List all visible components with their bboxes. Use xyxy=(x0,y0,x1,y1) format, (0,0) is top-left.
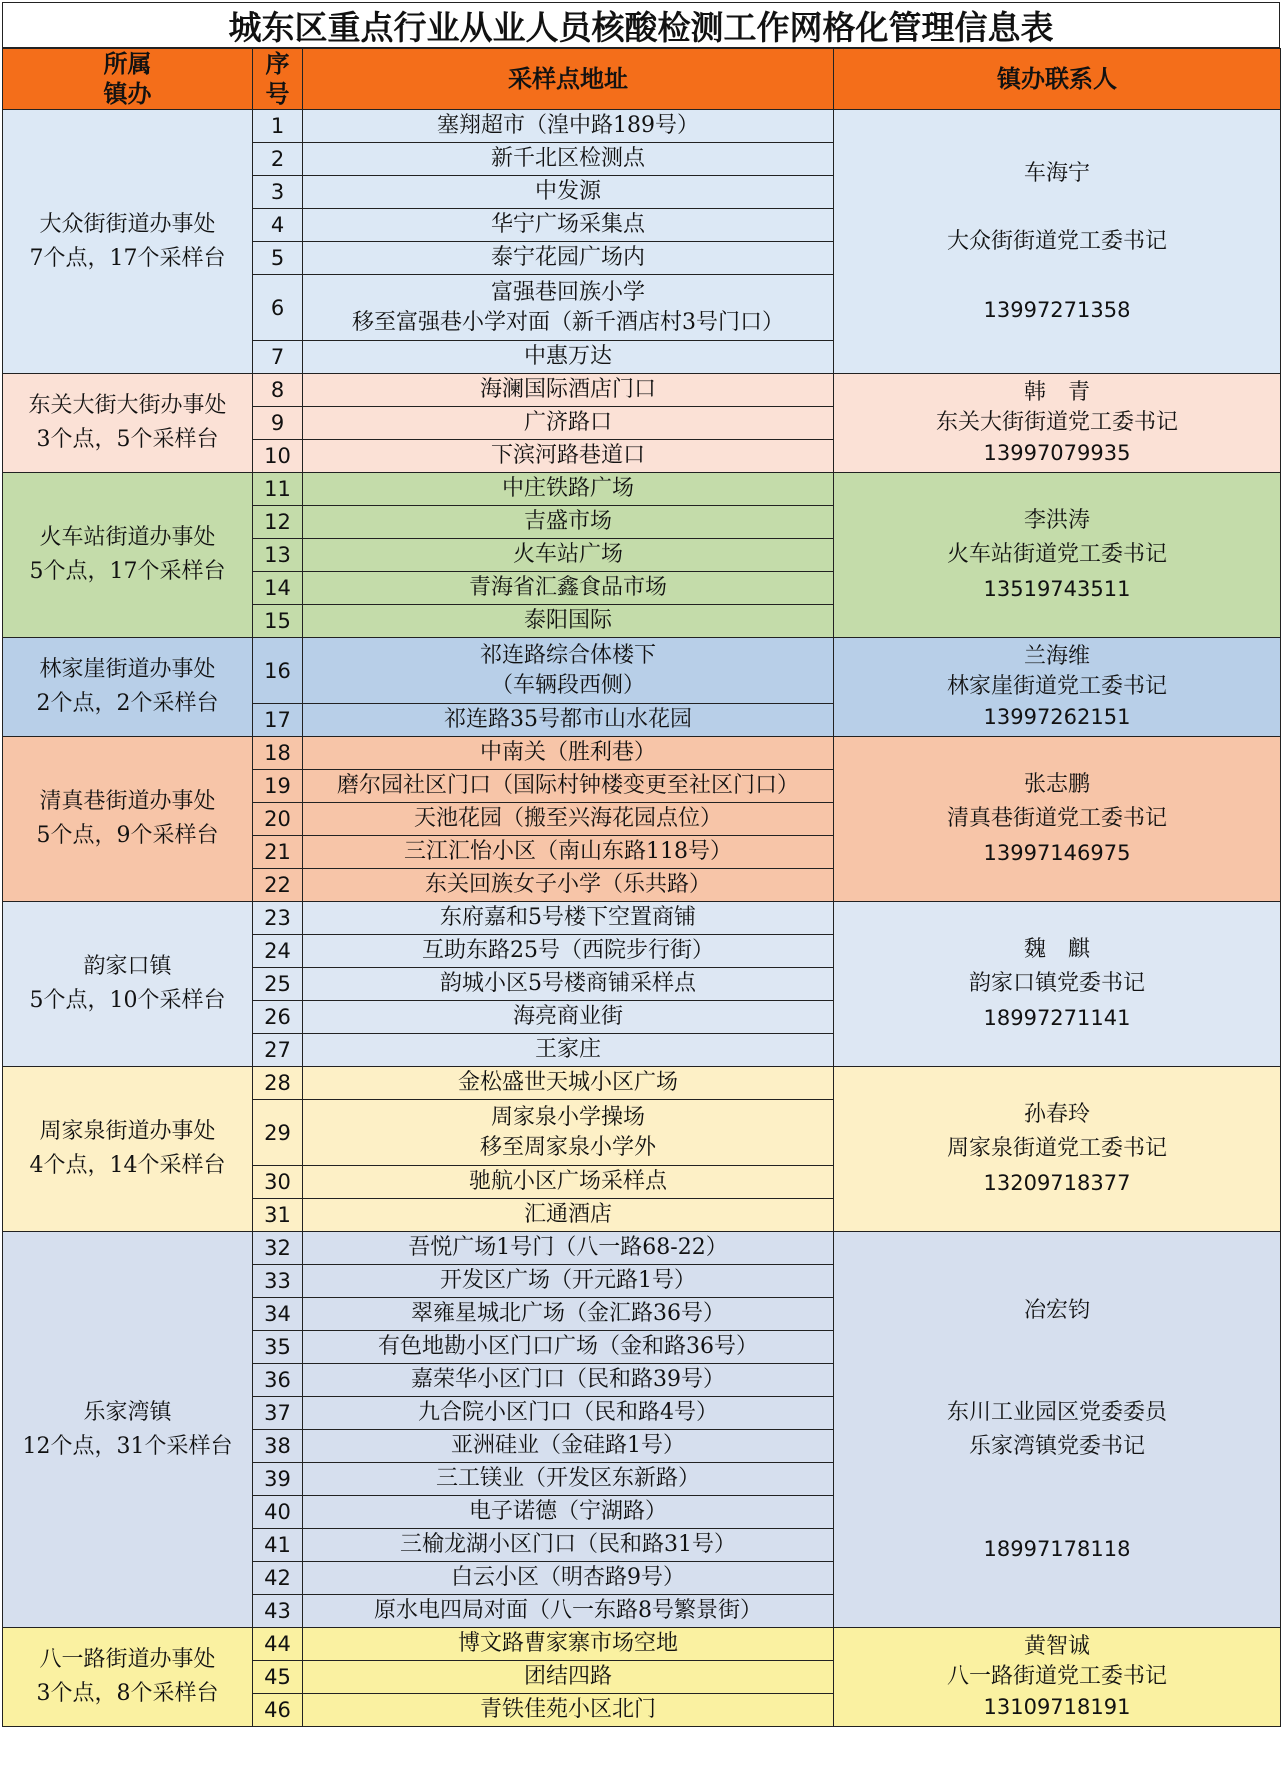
table-row: 12 吉盛市场 xyxy=(3,506,1281,539)
table-row: 13 火车站广场 xyxy=(3,539,1281,572)
page-title: 城东区重点行业从业人员核酸检测工作网格化管理信息表 xyxy=(2,2,1280,48)
district-cell: 韵家口镇 5个点，10个采样台 xyxy=(3,902,253,1067)
table-row: 9 广济路口 xyxy=(3,407,1281,440)
table-row: 41 三榆龙湖小区门口（民和路31号） xyxy=(3,1529,1281,1562)
table-row: 5 泰宁花园广场内 xyxy=(3,242,1281,275)
table-row: 15 泰阳国际 xyxy=(3,605,1281,638)
header-row xyxy=(3,49,1281,110)
table-row: 八一路街道办事处 3个点，8个采样台 44 博文路曹家寨市场空地 黄智诚 八一路街道党工委书记 13109718191 xyxy=(3,1628,1281,1661)
contact-cell: 张志鹏 清真巷街道党工委书记 13997146975 xyxy=(834,737,1281,902)
district-cell: 林家崖街道办事处 2个点，2个采样台 xyxy=(3,638,253,737)
table-row: 46 青铁佳苑小区北门 xyxy=(3,1694,1281,1727)
table-row: 大众街街道办事处 7个点，17个采样台 1 塞翔超市（湟中路189号） 车海宁 大众街街道党工委书记 13997271358 xyxy=(3,110,1281,143)
header-district: 所属 镇办 xyxy=(3,49,253,110)
table-row: 26 海亮商业街 xyxy=(3,1001,1281,1034)
contact-cell: 兰海维 林家崖街道党工委书记 13997262151 xyxy=(834,638,1281,737)
header-seq: 序 号 xyxy=(253,49,303,110)
district-cell: 东关大街大街办事处 3个点，5个采样台 xyxy=(3,374,253,473)
table-row: 17 祁连路35号都市山水花园 xyxy=(3,704,1281,737)
table-row: 29 周家泉小学操场 移至周家泉小学外 xyxy=(3,1100,1281,1166)
table-row: 7 中惠万达 xyxy=(3,341,1281,374)
info-sheet xyxy=(2,2,1280,1780)
table-row: 东关大街大街办事处 3个点，5个采样台 8 海澜国际酒店门口 韩 青 东关大街街道党工委书记 13997079935 xyxy=(3,374,1281,407)
district-cell: 火车站街道办事处 5个点，17个采样台 xyxy=(3,473,253,638)
table-row: 37 九合院小区门口（民和路4号） xyxy=(3,1397,1281,1430)
group-dazhongjie xyxy=(3,110,1281,374)
table-row: 20 天池花园（搬至兴海花园点位） xyxy=(3,803,1281,836)
contact-cell: 冶宏钧 东川工业园区党委委员 乐家湾镇党委书记 18997178118 xyxy=(834,1232,1281,1628)
table-row: 19 磨尔园社区门口（国际村钟楼变更至社区门口） xyxy=(3,770,1281,803)
contact-cell: 韩 青 东关大街街道党工委书记 13997079935 xyxy=(834,374,1281,473)
table-row: 火车站街道办事处 5个点，17个采样台 11 中庄铁路广场 李洪涛 火车站街道党工委书记 13519743511 xyxy=(3,473,1281,506)
table-row: 30 驰航小区广场采样点 xyxy=(3,1166,1281,1199)
table-row: 27 王家庄 xyxy=(3,1034,1281,1067)
district-cell: 清真巷街道办事处 5个点，9个采样台 xyxy=(3,737,253,902)
contact-cell: 孙春玲 周家泉街道党工委书记 13209718377 xyxy=(834,1067,1281,1232)
group-qingzhenxiang xyxy=(3,737,1281,902)
contact-cell: 魏 麒 韵家口镇党委书记 18997271141 xyxy=(834,902,1281,1067)
group-bayilu xyxy=(3,1628,1281,1727)
table-row: 35 有色地勘小区门口广场（金和路36号） xyxy=(3,1331,1281,1364)
table-row: 林家崖街道办事处 2个点，2个采样台 16 祁连路综合体楼下 （车辆段西侧） 兰海维 林家崖街道党工委书记 13997262151 xyxy=(3,638,1281,704)
header-contact: 镇办联系人 xyxy=(834,49,1281,110)
table-row: 31 汇通酒店 xyxy=(3,1199,1281,1232)
district-cell: 八一路街道办事处 3个点，8个采样台 xyxy=(3,1628,253,1727)
table-row: 22 东关回族女子小学（乐共路） xyxy=(3,869,1281,902)
group-dongguan xyxy=(3,374,1281,473)
contact-cell: 黄智诚 八一路街道党工委书记 13109718191 xyxy=(834,1628,1281,1727)
table-row: 38 亚洲硅业（金硅路1号） xyxy=(3,1430,1281,1463)
group-lejiawan xyxy=(3,1232,1281,1628)
table-row: 14 青海省汇鑫食品市场 xyxy=(3,572,1281,605)
table-row: 36 嘉荣华小区门口（民和路39号） xyxy=(3,1364,1281,1397)
group-zhoujiaquan xyxy=(3,1067,1281,1232)
group-linjiaya xyxy=(3,638,1281,737)
table-row: 6 富强巷回族小学 移至富强巷小学对面（新千酒店村3号门口） xyxy=(3,275,1281,341)
header-address: 采样点地址 xyxy=(303,49,834,110)
table-row: 21 三江汇怡小区（南山东路118号） xyxy=(3,836,1281,869)
group-huochezhan xyxy=(3,473,1281,638)
table-row: 34 翠雍星城北广场（金汇路36号） xyxy=(3,1298,1281,1331)
table-row: 3 中发源 xyxy=(3,176,1281,209)
table-row: 42 白云小区（明杏路9号） xyxy=(3,1562,1281,1595)
info-table xyxy=(2,48,1281,1727)
table-row: 33 开发区广场（开元路1号） xyxy=(3,1265,1281,1298)
table-row: 40 电子诺德（宁湖路） xyxy=(3,1496,1281,1529)
table-row: 周家泉街道办事处 4个点，14个采样台 28 金松盛世天城小区广场 孙春玲 周家泉街道党工委书记 13209718377 xyxy=(3,1067,1281,1100)
district-cell: 周家泉街道办事处 4个点，14个采样台 xyxy=(3,1067,253,1232)
table-row: 43 原水电四局对面（八一东路8号繁景街） xyxy=(3,1595,1281,1628)
contact-cell: 车海宁 大众街街道党工委书记 13997271358 xyxy=(834,110,1281,374)
table-row: 39 三工镁业（开发区东新路） xyxy=(3,1463,1281,1496)
table-row: 10 下滨河路巷道口 xyxy=(3,440,1281,473)
table-row: 4 华宁广场采集点 xyxy=(3,209,1281,242)
district-cell: 大众街街道办事处 7个点，17个采样台 xyxy=(3,110,253,374)
table-row: 45 团结四路 xyxy=(3,1661,1281,1694)
table-row: 2 新千北区检测点 xyxy=(3,143,1281,176)
group-yunjiakou xyxy=(3,902,1281,1067)
table-row: 24 互助东路25号（西院步行街） xyxy=(3,935,1281,968)
table-row: 乐家湾镇 12个点，31个采样台 32 吾悦广场1号门（八一路68-22） 冶宏钧 东川工业园区党委委员 乐家湾镇党委书记 18997178118 xyxy=(3,1232,1281,1265)
table-row: 25 韵城小区5号楼商铺采样点 xyxy=(3,968,1281,1001)
district-cell: 乐家湾镇 12个点，31个采样台 xyxy=(3,1232,253,1628)
contact-cell: 李洪涛 火车站街道党工委书记 13519743511 xyxy=(834,473,1281,638)
table-row: 韵家口镇 5个点，10个采样台 23 东府嘉和5号楼下空置商铺 魏 麒 韵家口镇党委书记 18997271141 xyxy=(3,902,1281,935)
table-row: 清真巷街道办事处 5个点，9个采样台 18 中南关（胜利巷） 张志鹏 清真巷街道党工委书记 13997146975 xyxy=(3,737,1281,770)
